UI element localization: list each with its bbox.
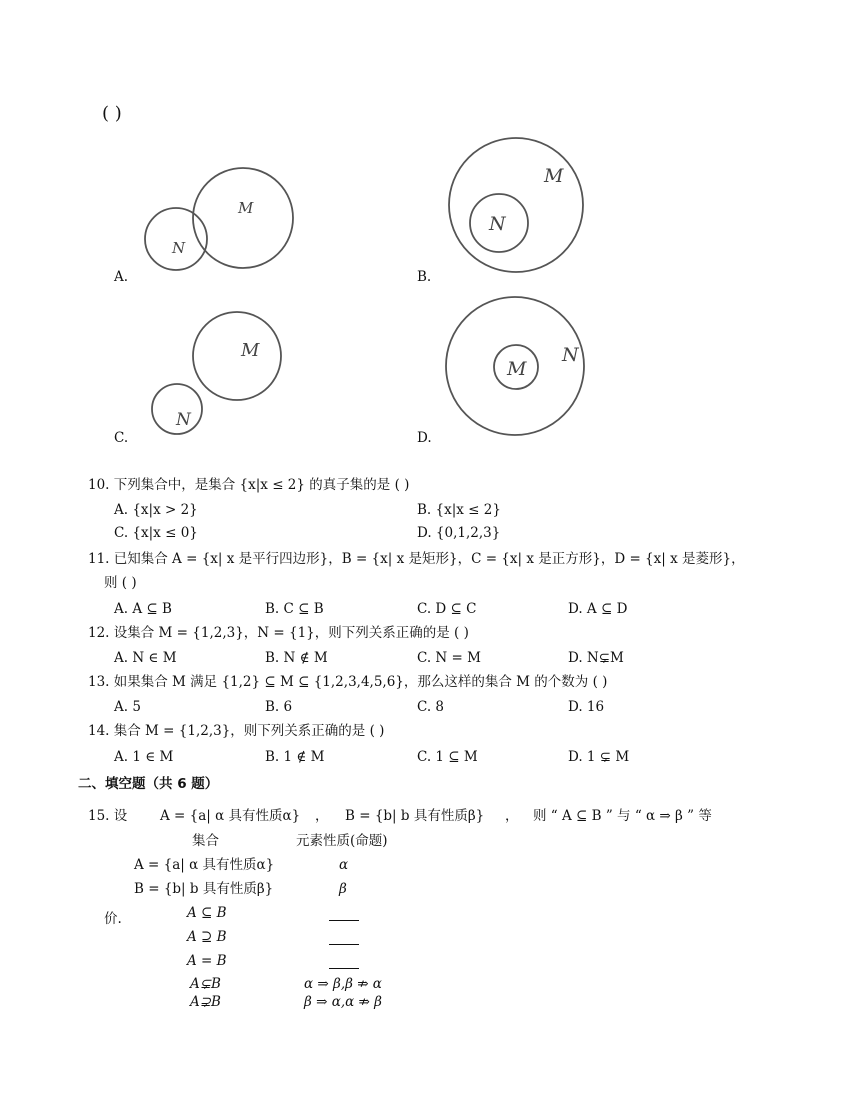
option-c-letter: C. — [114, 430, 129, 446]
q13-option-a: A. 5 — [114, 699, 141, 715]
q15-blank-1[interactable] — [329, 920, 359, 921]
q15-col-set: 集合 — [192, 833, 219, 849]
option-a-letter: A. — [114, 269, 129, 285]
q15-relation-superset: A ⊇ B — [187, 929, 227, 945]
q13-option-d: D. 16 — [568, 699, 605, 715]
q15-row-a-set: A = {a| α 具有性质α} — [134, 857, 275, 873]
q15-number: 15. 设 — [88, 808, 128, 824]
q15-blank-3[interactable] — [329, 968, 359, 969]
venn-figure-a — [135, 170, 295, 280]
q15-set-a: A = {a| α 具有性质α} — [160, 808, 301, 824]
q15-relation-proper-superset: A⊋B — [190, 994, 221, 1010]
label-n: N — [172, 239, 186, 257]
q11-option-d: D. A ⊆ D — [568, 601, 628, 617]
q15-blank-2[interactable] — [329, 944, 359, 945]
circle-m — [193, 168, 293, 268]
q15-relation-proper-subset: A⊊B — [190, 976, 221, 992]
q15-row-b-property: β — [339, 881, 347, 897]
label-m: M — [238, 199, 254, 217]
q12-option-a: A. N ∈ M — [114, 650, 177, 666]
label-n: N — [489, 213, 506, 235]
q9-answer-bracket: ( ) — [102, 103, 122, 124]
q10-option-c: C. {x|x ≤ 0} — [114, 525, 198, 541]
q14-stem: 14. 集合 M = {1,2,3}，则下列关系正确的是 ( ) — [88, 723, 385, 739]
option-b-letter: B. — [417, 269, 432, 285]
q11-stem-continued: 则 ( ) — [104, 575, 137, 591]
q14-option-a: A. 1 ∈ M — [114, 749, 174, 765]
q11-option-a: A. A ⊆ B — [114, 601, 172, 617]
q11-stem: 11. 已知集合 A = {x| x 是平行四边形}，B = {x| x 是矩形}，C = {x| x 是正方形}，D = {x| x 是菱形}， — [88, 551, 745, 567]
label-n: N — [176, 410, 191, 430]
q13-option-b: B. 6 — [265, 699, 293, 715]
venn-figure-c — [148, 312, 298, 442]
venn-figure-b — [440, 138, 600, 278]
q15-relation-equal: A = B — [187, 953, 227, 969]
circle-m — [193, 312, 281, 400]
option-d-letter: D. — [417, 430, 432, 446]
circle-m — [449, 138, 583, 272]
q15-relation-proper-superset-property: β ⇒ α,α ⇏ β — [304, 994, 382, 1010]
q15-suffix: 价. — [104, 911, 122, 927]
q15-relation-subset: A ⊆ B — [187, 905, 227, 921]
label-m: M — [544, 165, 564, 187]
q15-row-b-set: B = {b| b 具有性质β} — [134, 881, 274, 897]
q15-col-property: 元素性质(命题) — [296, 833, 388, 849]
q11-option-b: B. C ⊆ B — [265, 601, 324, 617]
venn-figure-d — [445, 299, 595, 439]
q14-option-b: B. 1 ∉ M — [265, 749, 325, 765]
q12-option-b: B. N ∉ M — [265, 650, 328, 666]
label-m: M — [507, 358, 527, 380]
q10-stem: 10. 下列集合中，是集合 {x|x ≤ 2} 的真子集的是 ( ) — [88, 477, 410, 493]
q10-option-d: D. {0,1,2,3} — [417, 525, 501, 541]
q12-option-d: D. N⊊M — [568, 650, 624, 666]
section-heading-fill-in: 二、填空题（共 6 题） — [78, 776, 219, 792]
q15-relation-proper-subset-property: α ⇒ β,β ⇏ α — [304, 976, 382, 992]
q15-statement: 则 “ A ⊆ B ” 与 “ α ⇒ β ” 等 — [533, 808, 712, 824]
q11-option-c: C. D ⊆ C — [417, 601, 477, 617]
q14-option-c: C. 1 ⊆ M — [417, 749, 478, 765]
q13-stem: 13. 如果集合 M 满足 {1,2} ⊆ M ⊆ {1,2,3,4,5,6}，那么这样的集合 M 的个数为 ( ) — [88, 674, 608, 690]
q10-option-a: A. {x|x > 2} — [114, 502, 198, 518]
q15-comma-1: ， — [315, 808, 329, 824]
q15-row-a-property: α — [339, 857, 349, 873]
label-m: M — [241, 340, 260, 361]
q15-set-b: B = {b| b 具有性质β} — [345, 808, 485, 824]
q12-option-c: C. N = M — [417, 650, 481, 666]
q13-option-c: C. 8 — [417, 699, 445, 715]
label-n: N — [562, 344, 579, 366]
q15-comma-2: ， — [505, 808, 519, 824]
q10-option-b: B. {x|x ≤ 2} — [417, 502, 501, 518]
q12-stem: 12. 设集合 M = {1,2,3}，N = {1}，则下列关系正确的是 ( ) — [88, 625, 469, 641]
q14-option-d: D. 1 ⊊ M — [568, 749, 630, 765]
